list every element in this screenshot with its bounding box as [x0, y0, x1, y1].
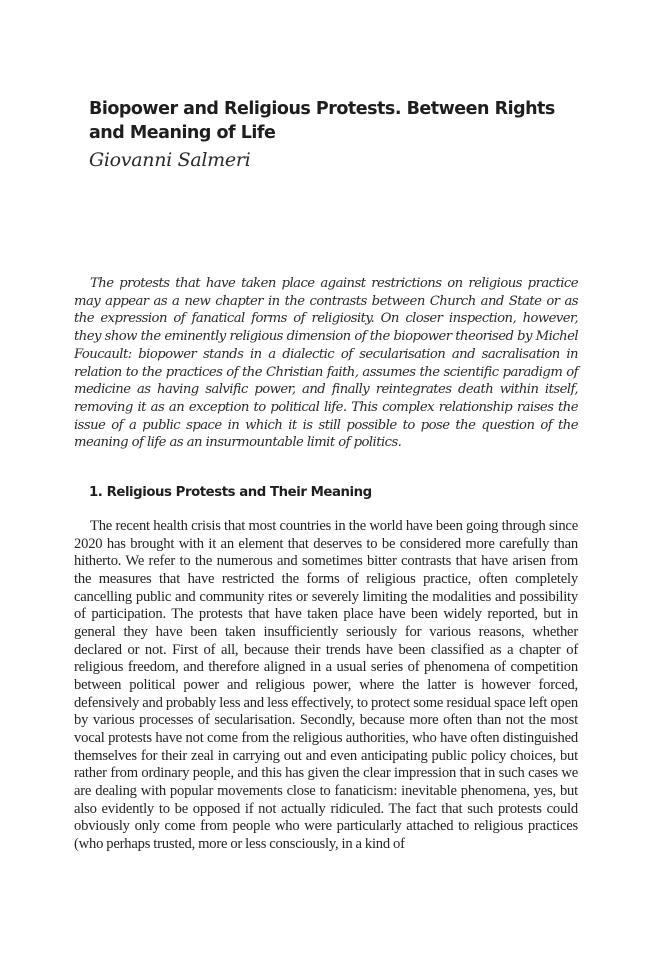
article-title: Biopower and Religious Protests. Between Rights and Meaning of Life — [89, 99, 555, 143]
body-paragraph: The recent health crisis that most countries in the world have been going through since 2020 has brought with it an element that deserves to be considered more carefully than hitherto. We refer to the numerous and sometimes bitter contrasts that have arisen from the measures that have restricted the forms of religious practice, often completely cancelling public and community rites or severely limiting the modalities and possibility of participation. The protests that have taken place have been widely reported, but in general they have been taken insufficiently seriously for various reasons, whether declared or not. First of all, because their trends have been classified as a chapter of religious freedom, and therefore aligned in a usual series of phenomena of competition between political power and religious power, where the latter is however forced, defensively and probably less and less effectively, to protect some residual space left open by various processes of secularisation. Secondly, because more often than not the most vocal protests have not come from the religious authorities, who have often distinguished themselves for their zeal in carrying out and even anticipating public policy choices, but rather from ordinary people, and this has given the clear impression that in such cases we are dealing with popular movements close to fanaticism: inevitable phenomena, yes, but also evidently to be opposed if not actually ridiculed. The fact that such protests could obviously only come from people who were particularly attached to religious practices (who perhaps trusted, more or less consciously, in a kind of — [74, 518, 578, 852]
section-heading: 1. Religious Protests and Their Meaning — [89, 485, 372, 500]
article-author: Giovanni Salmeri — [89, 149, 251, 171]
abstract-paragraph: The protests that have taken place against restrictions on religious practice may appear as a new chapter in the contrasts between Church and State or as the expression of fanatical forms of religiosity. On closer inspection, however, they show the eminently religious dimension of the biopower theorised by Michel Foucault: biopower stands in a dialectic of secularisation and sacralisation in relation to the practices of the Christian faith, assumes the scientific paradigm of medicine as having salvific power, and finally reintegrates death within itself, removing it as an exception to political life. This complex relationship raises the issue of a public space in which it is still possible to pose the question of the meaning of life as an insurmountable limit of politics. — [74, 276, 578, 451]
